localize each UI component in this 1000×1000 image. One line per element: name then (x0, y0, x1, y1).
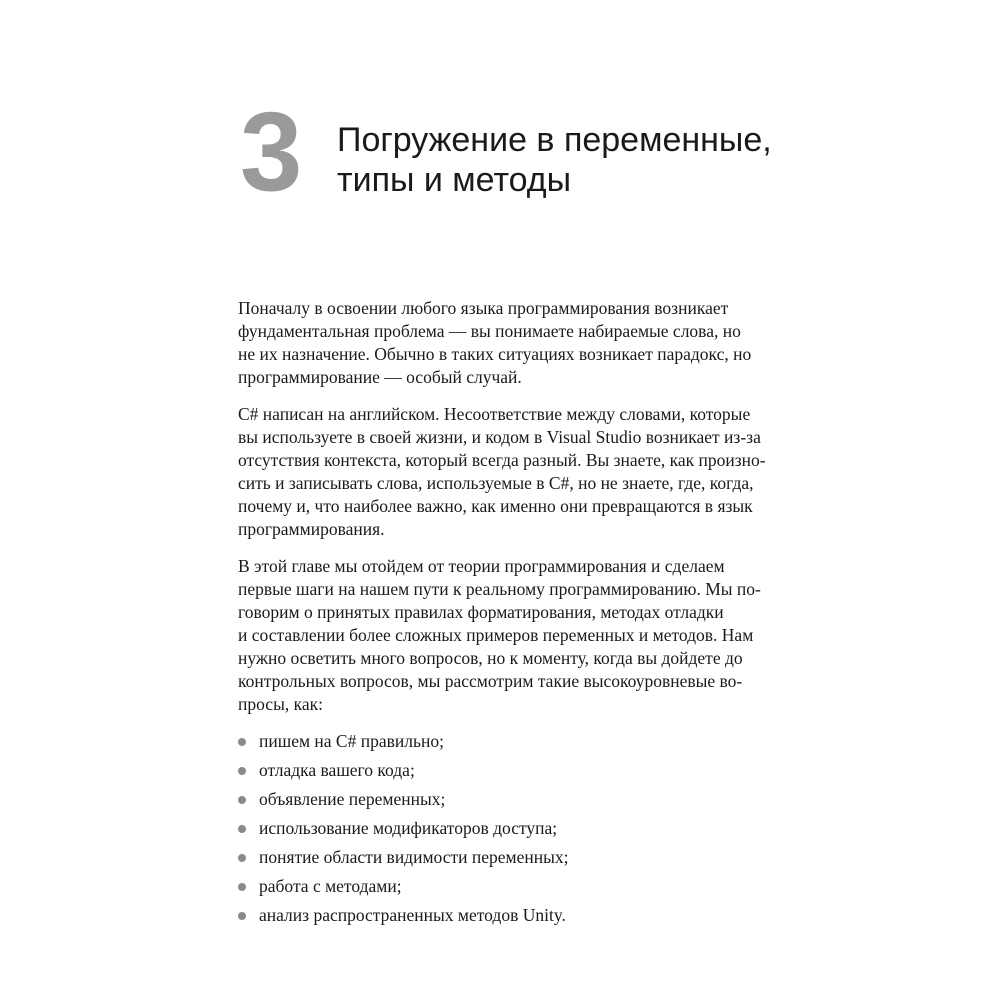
text-line: не их назначение. Обычно в таких ситуациях возникает парадокс, но (238, 344, 752, 364)
list-item (238, 759, 778, 788)
text-line: вы используете в своей жизни, и кодом в Visual Studio возникает из-за (238, 427, 761, 447)
text-line: программирование — особый случай. (238, 367, 522, 387)
text-line: почему и, что наиболее важно, как именно они превращаются в язык (238, 496, 753, 516)
list-item (238, 788, 778, 817)
list-item-text: объявление переменных; (259, 789, 446, 809)
bullet-icon (238, 767, 246, 775)
text-line: говорим о принятых правилах форматирования, методах отладки (238, 602, 724, 622)
topics-list (238, 730, 778, 933)
text-line: программирования. (238, 519, 385, 539)
text-line: нужно осветить много вопросов, но к моменту, когда вы дойдете до (238, 648, 743, 668)
list-item-text: использование модификаторов доступа; (259, 818, 558, 838)
text-line: и составлении более сложных примеров переменных и методов. Нам (238, 625, 754, 645)
paragraph-intro (238, 297, 778, 389)
bullet-icon (238, 825, 246, 833)
paragraph-chapter-overview (238, 555, 778, 716)
list-item (238, 846, 778, 875)
bullet-icon (238, 912, 246, 920)
bullet-icon (238, 883, 246, 891)
chapter-number: 3 (240, 89, 303, 214)
list-item (238, 875, 778, 904)
text-line: C# написан на английском. Несоответствие между словами, которые (238, 404, 751, 424)
list-item (238, 730, 778, 759)
text-line: В этой главе мы отойдем от теории программирования и сделаем (238, 556, 725, 576)
list-item-text: работа с методами; (259, 876, 402, 896)
chapter-title-line: типы и методы (337, 161, 572, 199)
text-line: контрольных вопросов, мы рассмотрим такие высокоуровневые во- (238, 671, 743, 691)
list-item-text: анализ распространенных методов Unity. (259, 905, 566, 925)
list-item-text: пишем на C# правильно; (259, 731, 444, 751)
text-line: отсутствия контекста, который всегда разный. Вы знаете, как произно- (238, 450, 766, 470)
bullet-icon (238, 796, 246, 804)
list-item (238, 817, 778, 846)
paragraph-csharp (238, 403, 778, 541)
bullet-icon (238, 854, 246, 862)
list-item-text: понятие области видимости переменных; (259, 847, 569, 867)
chapter-title (337, 120, 772, 200)
text-line: просы, как: (238, 694, 323, 714)
text-line: сить и записывать слова, используемые в C#, но не знаете, где, когда, (238, 473, 754, 493)
text-line: фундаментальная проблема — вы понимаете набираемые слова, но (238, 321, 741, 341)
list-item (238, 904, 778, 933)
chapter-title-line: Погружение в переменные, (337, 121, 772, 159)
bullet-icon (238, 738, 246, 746)
body-text (238, 297, 778, 933)
text-line: Поначалу в освоении любого языка программирования возникает (238, 298, 729, 318)
text-line: первые шаги на нашем пути к реальному программированию. Мы по- (238, 579, 761, 599)
list-item-text: отладка вашего кода; (259, 760, 415, 780)
